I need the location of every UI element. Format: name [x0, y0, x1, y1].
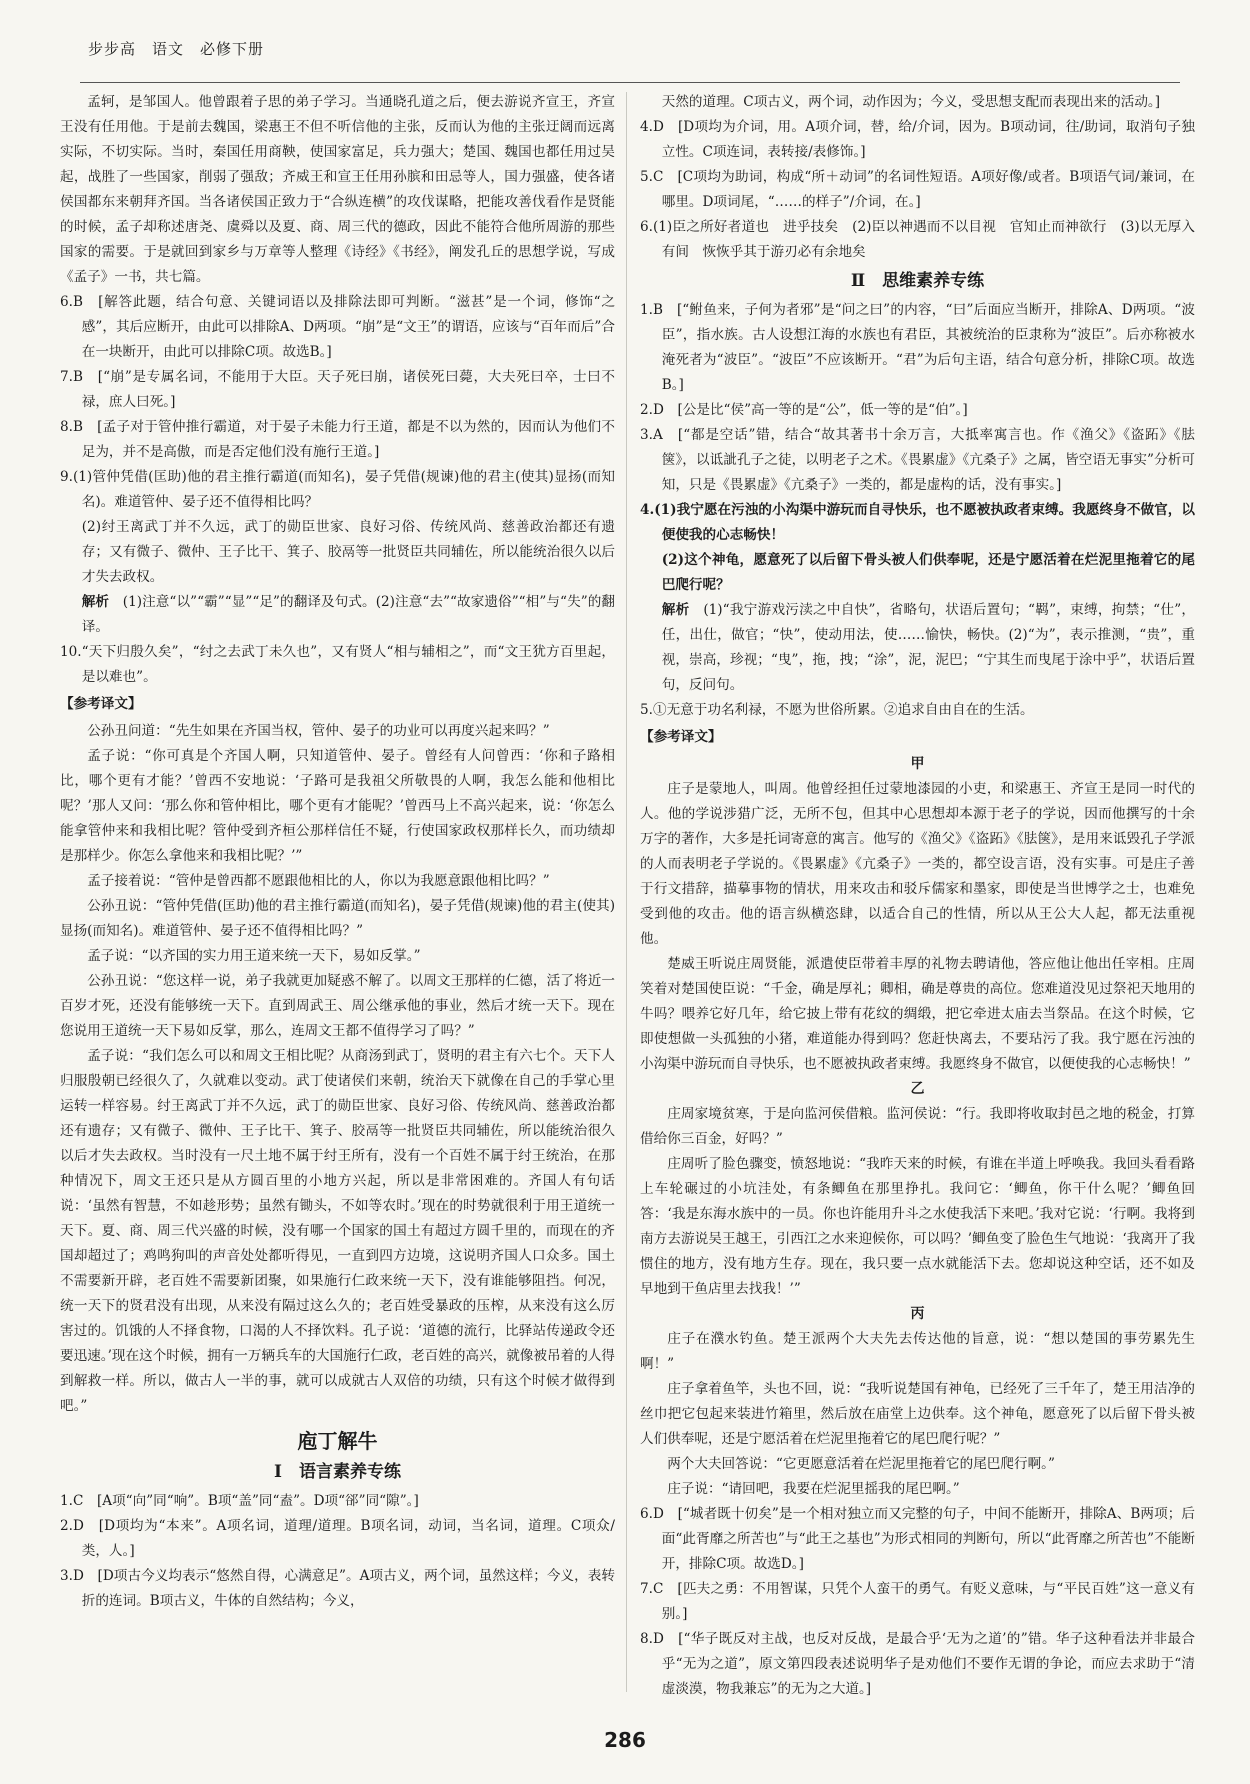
- answer-d6: 6.D [“城者既十仞矣”是一个相对独立而又完整的句子，中间不能断开，排除A、B两项；后面“此胥靡之所苦也”与“此王之基也”为形式相同的判断句，所以“此胥靡之所苦也”不能断开，排除C项。故选D。]: [640, 1506, 1195, 1572]
- answer-b6: 6.(1)臣之所好者道也 进乎技矣 (2)臣以神遇而不以目视 官知止而神欲行 (3)以无厚入有间 恢恢乎其于游刃必有余地矣: [640, 219, 1195, 260]
- answer-b5: 5.C [C项均为助词，构成“所＋动词”的名词性短语。A项好像/或者。B项语气词/兼词，在哪里。D项词尾，“……的样子”/介词，在。]: [640, 169, 1195, 210]
- analysis-text: (1)注意“以”“霸”“显”“足”的翻译及句式。(2)注意“去”“故家遗俗”“相”与“失”的翻译。: [81, 594, 616, 635]
- translation-paragraph: 公孙丑问道：“先生如果在齐国当权，管仲、晏子的功业可以再度兴起来吗？”: [87, 723, 550, 739]
- analysis-label: 解析: [81, 594, 110, 610]
- answer-b3: 3.D [D项古今义均表示“悠然自得，心满意足”。A项古义，两个词，虽然这样；今义，表转折的连词。B项古义，牛体的自然结构；今义，: [60, 1568, 615, 1609]
- header-title: 步步高 语文 必修下册: [88, 40, 265, 58]
- translation-paragraph: 庄周听了脸色骤变，愤怒地说：“我昨天来的时候，有谁在半道上呼唤我。我回头看看路上车轮碾过的小坑洼处，有条鲫鱼在那里挣扎。我问它：‘鲫鱼，你干什么呢？’鲫鱼回答：‘我是东海水族中的一员。你也许能用升斗之水使我活下来吧。’我对它说：‘行啊。我将到南方去游说吴王越王，引西江之水来迎候你，可以吗？’鲫鱼变了脸色生气地说：‘我离开了我惯住的地方，没有地方生存。现在，我只要一点水就能活下去。您却说这种空话，还不如及早地到干鱼店里去找我！’”: [640, 1156, 1195, 1297]
- page-number: 286: [604, 1728, 646, 1752]
- translation-paragraph: 两个大夫回答说：“它更愿意活着在烂泥里拖着它的尾巴爬行啊。”: [667, 1456, 1055, 1472]
- reference-translation-title: 【参考译文】: [640, 729, 722, 745]
- header-divider: [80, 82, 1180, 83]
- right-column: [640, 90, 1195, 1702]
- answer-b3-continued: 天然的道理。C项古义，两个词，动作因为；今义，受思想支配而表现出来的活动。]: [661, 94, 1161, 110]
- answer-7: 7.B [“崩”是专属名词，不能用于大臣。天子死曰崩，诸侯死曰薨，大夫死曰卒，士曰不禄，庶人曰死。]: [60, 369, 615, 410]
- answer-c1: 1.B [“鲋鱼来，子何为者邪”是“问之曰”的内容，“曰”后面应当断开，排除A、D两项。“波臣”，指水族。古人设想江海的水族也有君臣，其被统治的臣隶称为“波臣”。后亦称被水淹死者为“波臣”。“波臣”不应该断开。“君”为后句主语，结合句意分析，排除C项。故选B。]: [640, 302, 1195, 393]
- answer-c3: 3.A [“都是空话”错，结合“故其著书十余万言，大抵率寓言也。作《渔父》《盗跖》《胠箧》，以诋訿孔子之徒，以明老子之术。《畏累虚》《亢桑子》之属，皆空语无事实”分析可知，只是《畏累虚》《亢桑子》一类的，都是虚构的话，没有事实。]: [640, 427, 1195, 493]
- translation-paragraph: 楚威王听说庄周贤能，派遣使臣带着丰厚的礼物去聘请他，答应他让他出任宰相。庄周笑着对楚国使臣说：“千金，确是厚礼；卿相，确是尊贵的高位。您难道没见过祭祀天地用的牛吗？喂养它好几年，给它披上带有花纹的绸缎，把它牵进太庙去当祭品。在这个时候，它即使想做一头孤独的小猪，难道能办得到吗？您赶快离去，不要玷污了我。我宁愿在污浊的小沟渠中游玩而自寻快乐，也不愿被执政者束缚。我愿终身不做官，以便使我的心志畅快！”: [640, 956, 1195, 1072]
- passage-label-jia: 甲: [910, 756, 925, 772]
- answer-b1: 1.C [A项“向”同“响”。B项“盖”同“盍”。D项“郤”同“隙”。]: [60, 1493, 419, 1509]
- analysis-text: (1)“我宁游戏污渎之中自快”，省略句，状语后置句；“羁”，束缚，拘禁；“仕”，任，出仕，做官；“快”，使动用法，使……愉快，畅快。(2)“为”，表示推测，“贵”，重视，崇高，珍视；“曳”，拖，拽；“涂”，泥，泥巴；“宁其生而曳尾于涂中乎”，状语后置句，反问句。: [661, 602, 1196, 693]
- translation-paragraph: 庄子说：“请回吧，我要在烂泥里摇我的尾巴啊。”: [667, 1481, 960, 1497]
- translation-paragraph: 公孙丑说：“管仲凭借(匡助)他的君主推行霸道(而知名)，晏子凭借(规谏)他的君主(使其)显扬(而知名)。难道管仲、晏子还不值得相比吗？”: [60, 898, 615, 939]
- translation-paragraph: 孟子说：“以齐国的实力用王道来统一天下，易如反掌。”: [87, 948, 421, 964]
- bio-paragraph: 孟轲，是邹国人。他曾跟着子思的弟子学习。当通晓孔道之后，便去游说齐宣王，齐宣王没有任用他。于是前去魏国，梁惠王不但不听信他的主张，反而认为他的主张迂阔而远离实际，不切实际。当时，秦国任用商鞅，使国家富足，兵力强大；楚国、魏国也都任用过吴起，战胜了一些国家，削弱了强敌；齐威王和宣王任用孙膑和田忌等人，国力强盛，使各诸侯国都东来朝拜齐国。当各诸侯国正致力于“合纵连横”的攻伐谋略，把能攻善伐看作是贤能的时候，孟子却称述唐尧、虞舜以及夏、商、周三代的德政，因此不能符合他所周游的那些国家的需要。于是就回到家乡与万章等人整理《诗经》《书经》，阐发孔丘的思想学说，写成《孟子》一书，共七篇。: [60, 94, 615, 285]
- page-header: [88, 38, 1178, 68]
- translation-paragraph: 庄子在濮水钓鱼。楚王派两个大夫先去传达他的旨意，说：“想以楚国的事劳累先生啊！”: [640, 1331, 1195, 1372]
- analysis-label: 解析: [661, 602, 690, 618]
- translation-paragraph: 公孙丑说：“您这样一说，弟子我就更加疑惑不解了。以周文王那样的仁德，活了将近一百岁才死，还没有能够统一天下。直到周武王、周公继承他的事业，然后才统一天下。现在您说用王道统一天下易如反掌，那么，连周文王都不值得学习了吗？”: [60, 973, 615, 1039]
- answer-b4: 4.D [D项均为介词，用。A项介词，替，给/介词，因为。B项动词，往/助词，取消句子独立性。C项连词，表转接/表修饰。]: [640, 119, 1195, 160]
- answer-d8: 8.D [“华子既反对主战，也反对反战，是最合乎‘无为之道’的”错。华子这种看法并非最合乎“无为之道”，原文第四段表述说明华子是劝他们不要作无谓的争论，而应去求助于“清虚淡漠，物我兼忘”的无为之大道。]: [640, 1631, 1195, 1697]
- subsection-title: Ⅰ 语言素养专练: [274, 1462, 401, 1482]
- translation-paragraph: 庄周家境贫寒，于是向监河侯借粮。监河侯说：“行。我即将收取封邑之地的税金，打算借给你三百金，好吗？”: [640, 1106, 1195, 1147]
- answer-6: 6.B [解答此题，结合句意、关键词语以及排除法即可判断。“滋甚”是一个词，修饰“之感”，其后应断开，由此可以排除A、D两项。“崩”是“文王”的谓语，应该与“百年而后”合在一块断开，由此可以排除C项。故选B。]: [60, 294, 615, 360]
- answer-d7: 7.C [匹夫之勇：不用智谋，只凭个人蛮干的勇气。有贬义意味，与“平民百姓”这一意义有别。]: [640, 1581, 1195, 1622]
- reference-translation-title: 【参考译文】: [60, 696, 142, 712]
- answer-b2: 2.D [D项均为“本来”。A项名词，道理/道理。B项名词，动词，当名词，道理。C项众/类，人。]: [60, 1518, 615, 1559]
- answer-9-2: (2)纣王离武丁并不久远，武丁的勋臣世家、良好习俗、传统风尚、慈善政治都还有遗存；又有微子、微仲、王子比干、箕子、胶鬲等一批贤臣共同辅佐，所以能统治很久以后才失去政权。: [81, 519, 615, 585]
- answer-c5: 5.①无意于功名利禄，不愿为世俗所累。②追求自由自在的生活。: [640, 702, 1034, 718]
- answer-c4-2: (2)这个神龟，愿意死了以后留下骨头被人们供奉呢，还是宁愿活着在烂泥里拖着它的尾巴爬行呢？: [661, 552, 1195, 593]
- answer-9-analysis: [60, 590, 615, 640]
- answer-9-1: 9.(1)管仲凭借(匡助)他的君主推行霸道(而知名)，晏子凭借(规谏)他的君主(使其)显扬(而知名)。难道管仲、晏子还不值得相比吗？: [60, 469, 615, 510]
- answer-8: 8.B [孟子对于管仲推行霸道，对于晏子未能力行王道，都是不以为然的，因而认为他们不足为，并不是高傲，而是否定他们没有施行王道。]: [60, 419, 615, 460]
- answer-10: 10.“天下归殷久矣”，“纣之去武丁未久也”，又有贤人“相与辅相之”，而“文王犹方百里起，是以难也”。: [60, 644, 615, 685]
- section-title: 庖丁解牛: [297, 1429, 378, 1453]
- answer-c4-analysis: [640, 598, 1195, 698]
- left-column: [60, 90, 615, 1614]
- subsection-title: Ⅱ 思维素养专练: [850, 271, 985, 291]
- answer-c4-1: 4.(1)我宁愿在污浊的小沟渠中游玩而自寻快乐，也不愿被执政者束缚。我愿终身不做官，以便使我的心志畅快！: [640, 502, 1195, 543]
- column-divider: [626, 92, 627, 1692]
- passage-label-bing: 丙: [910, 1306, 925, 1322]
- translation-paragraph: 孟子说：“你可真是个齐国人啊，只知道管仲、晏子。曾经有人问曾西：‘你和子路相比，哪个更有才能？’曾西不安地说：‘子路可是我祖父所敬畏的人啊，我怎么能和他相比呢？’那人又问：‘那么你和管仲相比，哪个更有才能呢？’曾西马上不高兴起来，说：‘你怎么能拿管仲来和我相比呢？管仲受到齐桓公那样信任不疑，行使国家政权那样长久，而功绩却是那样少。你怎么拿他来和我相比呢？’”: [60, 748, 615, 864]
- translation-paragraph: 庄子是蒙地人，叫周。他曾经担任过蒙地漆园的小吏，和梁惠王、齐宣王是同一时代的人。他的学说涉猎广泛，无所不包，但其中心思想却本源于老子的学说，因而他撰写的十余万字的著作，大多是托词寄意的寓言。他写的《渔父》《盗跖》《胠箧》，是用来诋毁孔子学派的人而表明老子学说的。《畏累虚》《亢桑子》一类的，都空设言语，没有实事。可是庄子善于行文措辞，描摹事物的情状，用来攻击和驳斥儒家和墨家，即使是当世博学之士，也难免受到他的攻击。他的语言纵横恣肆，以适合自己的性情，所以从王公大人起，都无法重视他。: [640, 781, 1195, 947]
- answer-c2: 2.D [公是比“侯”高一等的是“公”，低一等的是“伯”。]: [640, 402, 968, 418]
- translation-paragraph: 庄子拿着鱼竿，头也不回，说：“我听说楚国有神龟，已经死了三千年了，楚王用洁净的丝巾把它包起来装进竹箱里，然后放在庙堂上边供奉。这个神龟，愿意死了以后留下骨头被人们供奉呢，还是宁愿活着在烂泥里拖着它的尾巴爬行呢？”: [640, 1381, 1195, 1447]
- passage-label-yi: 乙: [910, 1081, 925, 1097]
- translation-paragraph: 孟子说：“我们怎么可以和周文王相比呢？从商汤到武丁，贤明的君主有六七个。天下人归服殷朝已经很久了，久就难以变动。武丁使诸侯们来朝，统治天下就像在自己的手掌心里运转一样容易。纣王离武丁并不久远，武丁的勋臣世家、良好习俗、传统风尚、慈善政治都还有遗存；又有微子、微仲、王子比干、箕子、胶鬲等一批贤臣共同辅佐，所以能统治很久以后才失去政权。当时没有一尺土地不属于纣王所有，没有一个百姓不属于纣王统治，在那种情况下，周文王还只是从方圆百里的小地方兴起，所以是非常困难的。齐国人有句话说：‘虽然有智慧，不如趁形势；虽然有锄头，不如等农时。’现在的时势就很利于用王道统一天下。夏、商、周三代兴盛的时候，没有哪一个国家的国土有超过方圆千里的，而现在的齐国却超过了；鸡鸣狗叫的声音处处都听得见，一直到四方边境，这说明齐国人口众多。国土不需要新开辟，老百姓不需要新团聚，如果施行仁政来统一天下，没有谁能够阻挡。何况，统一天下的贤君没有出现，从来没有隔过这么久的；老百姓受暴政的压榨，从来没有这么厉害过的。饥饿的人不择食物，口渴的人不择饮料。孔子说：‘道德的流行，比驿站传递政令还要迅速。’现在这个时候，拥有一万辆兵车的大国施行仁政，老百姓的高兴，就像被吊着的人得到解救一样。所以，做古人一半的事，就可以成就古人双倍的功绩，只有这个时候才做得到吧。”: [60, 1048, 615, 1414]
- translation-paragraph: 孟子接着说：“管仲是曾西都不愿跟他相比的人，你以为我愿意跟他相比吗？”: [87, 873, 550, 889]
